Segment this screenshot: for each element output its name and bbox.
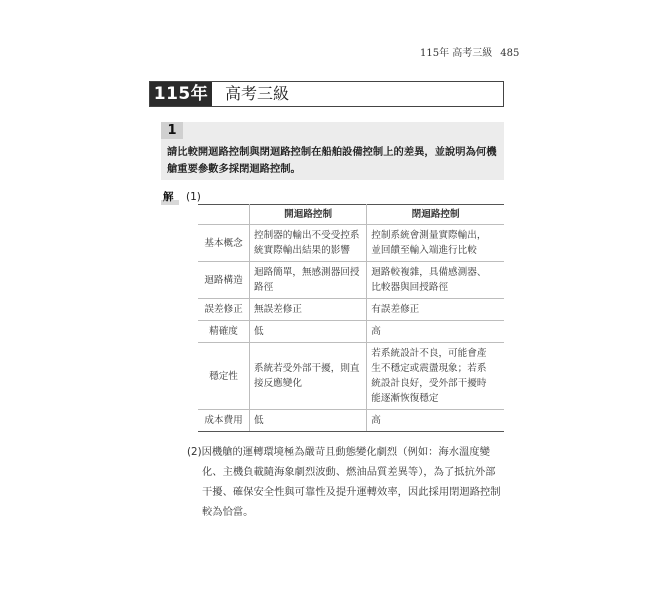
question-line: 請比較開迴路控制與閉迴路控制在船舶設備控制上的差異，並說明為何機	[167, 146, 497, 158]
row-item: 精確度	[198, 321, 250, 343]
paragraph-line: 干擾、確保安全性與可靠性及提升運轉效率，因此採用閉迴路控制	[202, 486, 501, 498]
page-number: 485	[500, 48, 520, 59]
answer-part2	[187, 442, 507, 522]
row-item: 穩定性	[198, 343, 250, 410]
chapter-title: 高考三級	[225, 84, 290, 103]
open-loop-cell: 迴路簡單，無感測器回授 路徑	[250, 262, 367, 299]
closed-loop-cell: 高	[367, 321, 504, 343]
answer-label: 解	[163, 190, 179, 204]
open-loop-cell: 無誤差修正	[250, 299, 367, 321]
row-item: 迴路構造	[198, 262, 250, 299]
table-row	[198, 225, 504, 262]
row-item: 誤差修正	[198, 299, 250, 321]
closed-loop-cell: 迴路較複雜，具備感測器、 比較器與回授路徑	[367, 262, 504, 299]
question-number: 1	[161, 122, 183, 139]
running-head-title: 115年 高考三級	[420, 48, 493, 59]
question-box	[161, 122, 504, 180]
running-head	[420, 44, 620, 59]
answer-part1-label: (1)	[186, 191, 201, 203]
paragraph-line: 較為恰當。	[202, 506, 254, 518]
table-header-blank	[198, 205, 250, 225]
open-loop-cell: 低	[250, 410, 367, 432]
table-header-open-loop: 開迴路控制	[250, 205, 367, 225]
closed-loop-cell: 若系統設計不良，可能會產 生不穩定或震盪現象；若系 統設計良好，受外部干擾時 能逐漸恢復穩定	[367, 343, 504, 410]
table-row	[198, 410, 504, 432]
paragraph-line: (2)因機艙的運轉環境極為嚴苛且動態變化劇烈（例如：海水溫度變	[187, 446, 490, 458]
table-row	[198, 343, 504, 410]
closed-loop-cell: 高	[367, 410, 504, 432]
chapter-banner	[149, 81, 504, 107]
question-line: 艙重要參數多採閉迴路控制。	[167, 163, 301, 175]
paragraph-line: 化、主機負載隨海象劇烈波動、燃油品質差異等），為了抵抗外部	[202, 466, 496, 478]
row-item: 成本費用	[198, 410, 250, 432]
table-header-row	[198, 205, 504, 225]
comparison-table	[198, 204, 504, 432]
closed-loop-cell: 控制系統會測量實際輸出， 並回饋至輸入端進行比較	[367, 225, 504, 262]
table-row	[198, 262, 504, 299]
question-text	[167, 144, 501, 178]
open-loop-cell: 系統若受外部干擾，則直 接反應變化	[250, 343, 367, 410]
table-row	[198, 321, 504, 343]
closed-loop-cell: 有誤差修正	[367, 299, 504, 321]
open-loop-cell: 控制器的輸出不受受控系 統實際輸出結果的影響	[250, 225, 367, 262]
chapter-year: 115年	[150, 82, 212, 106]
table-header-closed-loop: 閉迴路控制	[367, 205, 504, 225]
row-item: 基本概念	[198, 225, 250, 262]
table-row	[198, 299, 504, 321]
open-loop-cell: 低	[250, 321, 367, 343]
